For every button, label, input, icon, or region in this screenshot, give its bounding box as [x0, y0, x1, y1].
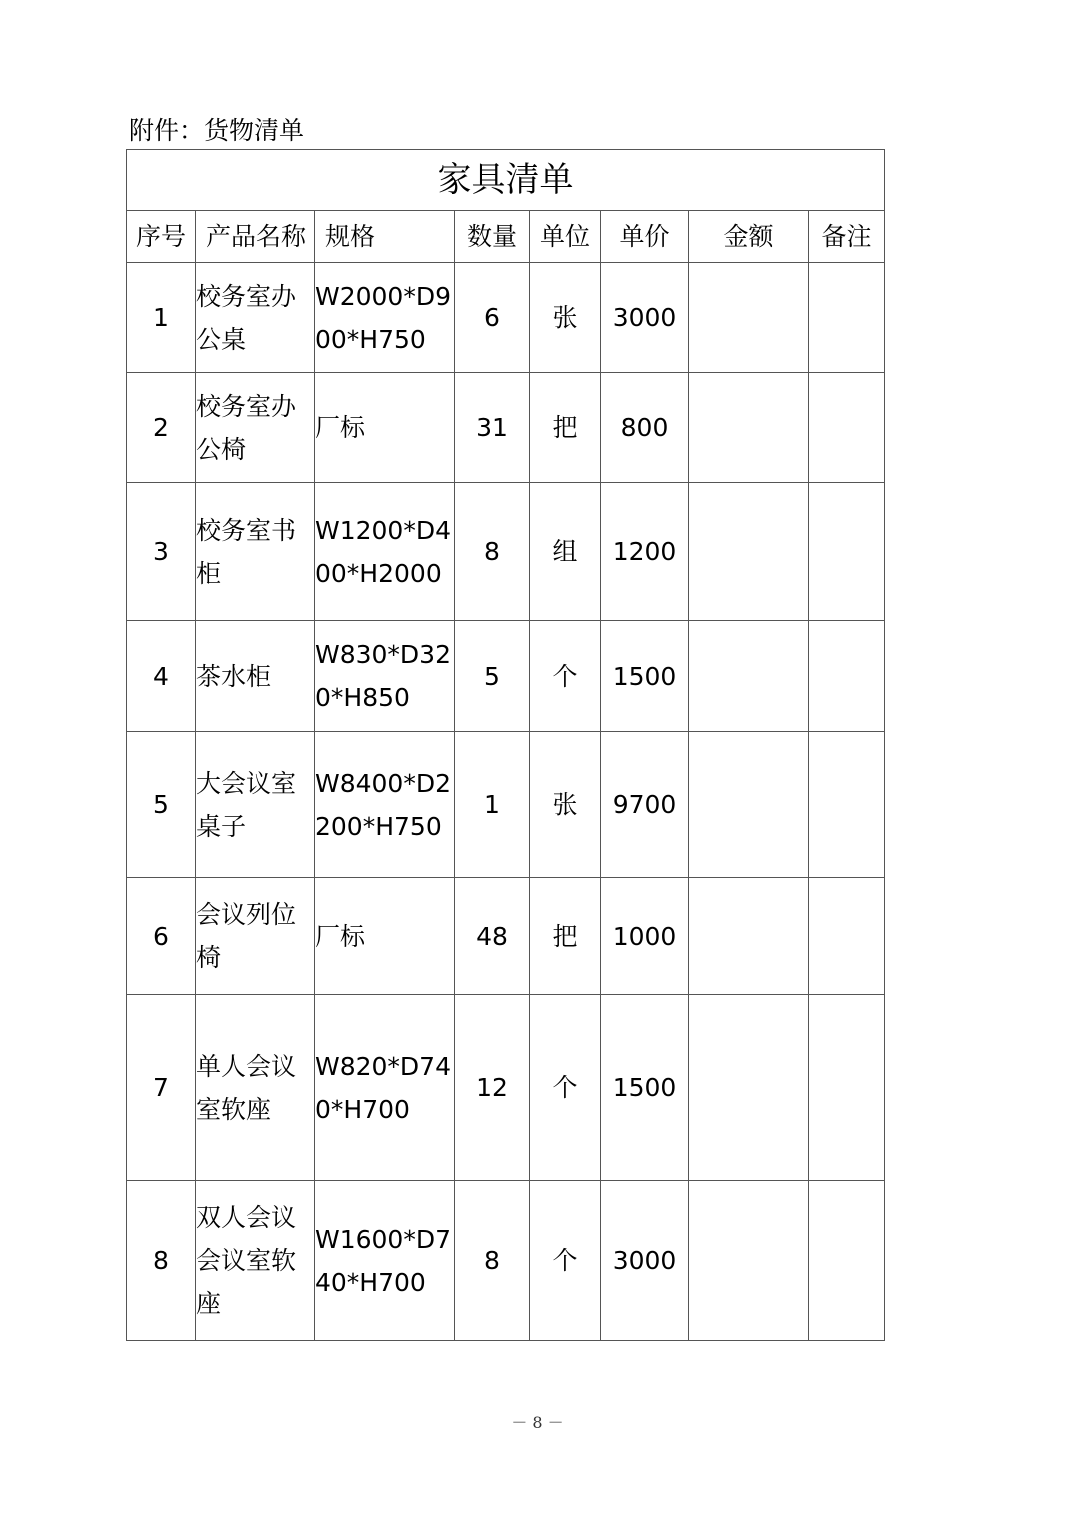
cell-spec: W2000*D900*H750 — [315, 263, 455, 373]
cell-name: 校务室办公桌 — [196, 263, 315, 373]
table-header-row — [127, 211, 885, 263]
cell-name: 单人会议室软座 — [196, 995, 315, 1181]
cell-unit: 组 — [530, 483, 601, 621]
table-row — [127, 483, 885, 621]
cell-spec: W1200*D400*H2000 — [315, 483, 455, 621]
table-row — [127, 621, 885, 732]
cell-qty: 48 — [455, 878, 530, 995]
cell-spec: 厂标 — [315, 878, 455, 995]
cell-qty: 5 — [455, 621, 530, 732]
cell-unit: 张 — [530, 732, 601, 878]
header-spec: 规格 — [315, 211, 455, 263]
cell-name: 会议列位椅 — [196, 878, 315, 995]
cell-unit: 个 — [530, 621, 601, 732]
table-row — [127, 373, 885, 483]
cell-index: 2 — [127, 373, 196, 483]
cell-name: 大会议室桌子 — [196, 732, 315, 878]
cell-index: 7 — [127, 995, 196, 1181]
cell-qty: 31 — [455, 373, 530, 483]
cell-note — [809, 263, 885, 373]
cell-note — [809, 878, 885, 995]
cell-price: 800 — [601, 373, 689, 483]
table-title: 家具清单 — [127, 150, 885, 211]
cell-price: 1000 — [601, 878, 689, 995]
table-row — [127, 732, 885, 878]
cell-qty: 8 — [455, 483, 530, 621]
cell-amount — [689, 373, 809, 483]
header-unit: 单位 — [530, 211, 601, 263]
cell-index: 4 — [127, 621, 196, 732]
table-row — [127, 995, 885, 1181]
cell-spec: W820*D740*H700 — [315, 995, 455, 1181]
cell-name: 校务室书柜 — [196, 483, 315, 621]
cell-spec: W830*D320*H850 — [315, 621, 455, 732]
cell-unit: 个 — [530, 1181, 601, 1341]
cell-spec: 厂标 — [315, 373, 455, 483]
cell-note — [809, 1181, 885, 1341]
header-price: 单价 — [601, 211, 689, 263]
cell-index: 8 — [127, 1181, 196, 1341]
cell-spec: W8400*D2200*H750 — [315, 732, 455, 878]
cell-unit: 张 — [530, 263, 601, 373]
cell-price: 1200 — [601, 483, 689, 621]
cell-unit: 个 — [530, 995, 601, 1181]
cell-note — [809, 621, 885, 732]
cell-spec: W1600*D740*H700 — [315, 1181, 455, 1341]
cell-qty: 1 — [455, 732, 530, 878]
cell-price: 1500 — [601, 995, 689, 1181]
cell-unit: 把 — [530, 373, 601, 483]
cell-index: 5 — [127, 732, 196, 878]
cell-price: 1500 — [601, 621, 689, 732]
cell-amount — [689, 878, 809, 995]
cell-note — [809, 995, 885, 1181]
attachment-label: 附件：货物清单 — [129, 116, 305, 145]
header-amount: 金额 — [689, 211, 809, 263]
cell-name: 双人会议会议室软座 — [196, 1181, 315, 1341]
header-qty: 数量 — [455, 211, 530, 263]
header-name: 产品名称 — [196, 211, 315, 263]
cell-index: 3 — [127, 483, 196, 621]
goods-table — [126, 149, 885, 1341]
cell-amount — [689, 263, 809, 373]
table-row — [127, 878, 885, 995]
cell-unit: 把 — [530, 878, 601, 995]
cell-note — [809, 373, 885, 483]
cell-qty: 8 — [455, 1181, 530, 1341]
cell-amount — [689, 621, 809, 732]
table-row — [127, 1181, 885, 1341]
cell-qty: 12 — [455, 995, 530, 1181]
cell-amount — [689, 1181, 809, 1341]
table-row — [127, 263, 885, 373]
page-number: － 8 － — [511, 1413, 564, 1432]
cell-note — [809, 483, 885, 621]
header-note: 备注 — [809, 211, 885, 263]
cell-price: 3000 — [601, 1181, 689, 1341]
cell-index: 6 — [127, 878, 196, 995]
cell-price: 3000 — [601, 263, 689, 373]
cell-name: 校务室办公椅 — [196, 373, 315, 483]
cell-name: 茶水柜 — [196, 621, 315, 732]
cell-amount — [689, 732, 809, 878]
cell-amount — [689, 483, 809, 621]
cell-price: 9700 — [601, 732, 689, 878]
cell-amount — [689, 995, 809, 1181]
cell-note — [809, 732, 885, 878]
cell-qty: 6 — [455, 263, 530, 373]
header-index: 序号 — [127, 211, 196, 263]
cell-index: 1 — [127, 263, 196, 373]
